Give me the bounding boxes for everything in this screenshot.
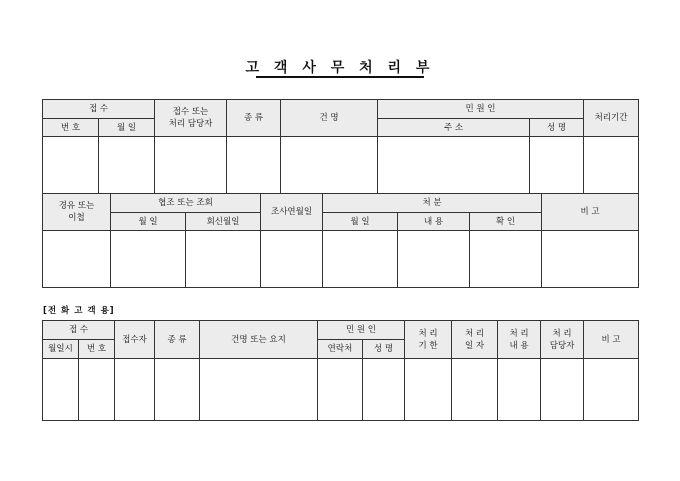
via-header-line1: 경유 또는 — [58, 201, 95, 211]
address-cell[interactable] — [378, 137, 530, 194]
phone-receipt-header: 접 수 — [43, 321, 115, 340]
table-row — [43, 359, 639, 421]
disposition-date-cell[interactable] — [323, 231, 398, 288]
title-underline — [256, 76, 424, 78]
via-header — [43, 194, 111, 231]
type-header: 종 류 — [227, 100, 281, 137]
process-content-cell[interactable] — [498, 359, 541, 421]
receiver-cell[interactable] — [115, 359, 155, 421]
investigate-cell[interactable] — [261, 231, 323, 288]
name-header: 성 명 — [530, 119, 584, 137]
investigate-header: 조사연월일 — [261, 194, 323, 231]
period-header: 처리기간 — [584, 100, 639, 137]
process-date-cell[interactable] — [452, 359, 498, 421]
phone-name-cell[interactable] — [363, 359, 405, 421]
deadline-cell[interactable] — [405, 359, 452, 421]
period-cell[interactable] — [584, 137, 639, 194]
staff-header-line2: 처리 담당자 — [168, 119, 213, 129]
receiver-header: 접수자 — [115, 321, 155, 359]
customer-record-table — [42, 99, 639, 194]
confirm-cell[interactable] — [470, 231, 542, 288]
address-header: 주 소 — [378, 119, 530, 137]
content-cell[interactable] — [398, 231, 470, 288]
process-staff-header-line1: 처 리 — [552, 328, 572, 339]
receipt-header: 접 수 — [43, 100, 155, 119]
process-staff-header-line2: 담당자 — [549, 340, 575, 351]
process-date-header — [452, 321, 498, 359]
datetime-cell[interactable] — [43, 359, 79, 421]
coop-header: 협조 또는 조회 — [111, 194, 261, 213]
phone-name-header: 성 명 — [363, 340, 405, 359]
staff-cell[interactable] — [155, 137, 227, 194]
datetime-header: 월일시 — [43, 340, 79, 359]
via-header-line2: 이첩 — [68, 213, 85, 223]
petitioner-header: 민 원 인 — [378, 100, 584, 119]
remarks-header: 비 고 — [542, 194, 639, 231]
staff-header-line1: 접수 또는 — [172, 107, 209, 117]
page-title: 고 객 사 무 처 리 부 — [245, 60, 435, 76]
confirm-header: 확 인 — [470, 213, 542, 231]
disposition-header: 처 분 — [323, 194, 542, 213]
remarks-cell[interactable] — [542, 231, 639, 288]
contact-header: 연락처 — [318, 340, 363, 359]
table-row — [43, 137, 639, 194]
table-row — [43, 231, 639, 288]
phone-petitioner-header: 민 원 인 — [318, 321, 405, 340]
contact-cell[interactable] — [318, 359, 363, 421]
coop-date-cell[interactable] — [111, 231, 186, 288]
coop-date-header: 월 일 — [111, 213, 186, 231]
process-content-header-line1: 처 리 — [509, 328, 529, 339]
phone-number-header: 번 호 — [79, 340, 115, 359]
phone-subject-header: 건명 또는 요지 — [200, 321, 318, 359]
date-header: 월 일 — [99, 119, 155, 137]
number-cell[interactable] — [43, 137, 99, 194]
phone-type-header: 종 류 — [155, 321, 200, 359]
name-cell[interactable] — [530, 137, 584, 194]
subject-cell[interactable] — [281, 137, 378, 194]
phone-remarks-cell[interactable] — [584, 359, 639, 421]
staff-header — [155, 100, 227, 137]
via-cell[interactable] — [43, 231, 111, 288]
content-header: 내 용 — [398, 213, 470, 231]
phone-remarks-header: 비 고 — [584, 321, 639, 359]
subject-header: 건 명 — [281, 100, 378, 137]
reply-date-header: 회신월일 — [186, 213, 261, 231]
reply-date-cell[interactable] — [186, 231, 261, 288]
number-header: 번 호 — [43, 119, 99, 137]
disposition-date-header: 월 일 — [323, 213, 398, 231]
process-staff-header — [541, 321, 584, 359]
phone-number-cell[interactable] — [79, 359, 115, 421]
date-cell[interactable] — [99, 137, 155, 194]
disposition-table — [42, 193, 639, 288]
process-content-header — [498, 321, 541, 359]
deadline-header-line2: 기 한 — [418, 340, 438, 351]
deadline-header-line1: 처 리 — [418, 328, 438, 339]
phone-customer-table — [42, 320, 639, 421]
type-cell[interactable] — [227, 137, 281, 194]
process-date-header-line2: 일 자 — [464, 340, 485, 351]
process-date-header-line1: 처 리 — [464, 328, 485, 339]
phone-type-cell[interactable] — [155, 359, 200, 421]
process-staff-cell[interactable] — [541, 359, 584, 421]
deadline-header — [405, 321, 452, 359]
phone-subject-cell[interactable] — [200, 359, 318, 421]
phone-customer-label: [전 화 고 객 용] — [43, 306, 115, 316]
process-content-header-line2: 내 용 — [509, 340, 529, 351]
